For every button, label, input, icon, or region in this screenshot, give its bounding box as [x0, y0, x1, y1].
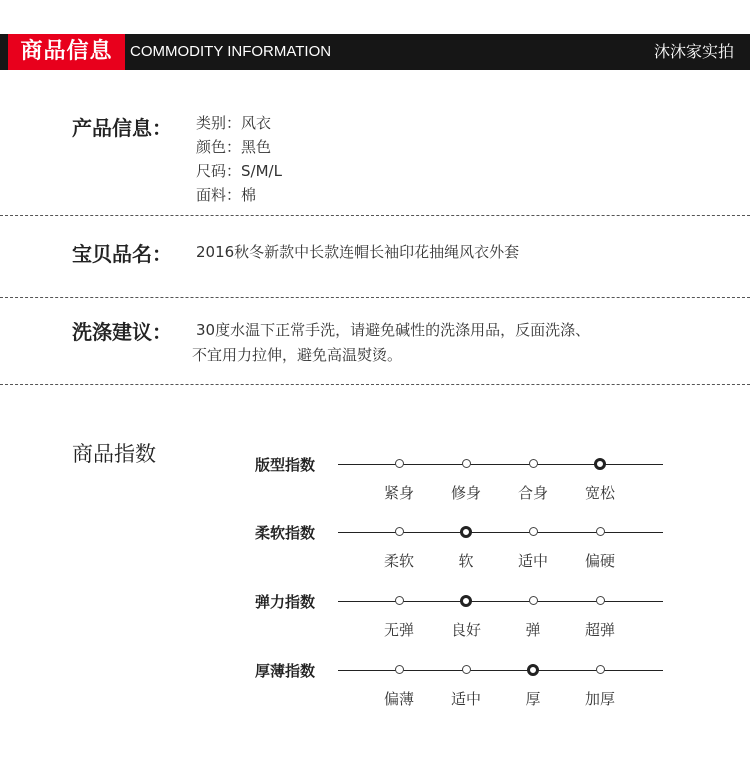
header-bar: [0, 34, 750, 70]
indices-title: 商品指数: [72, 442, 156, 466]
index-scale-line: [338, 532, 663, 533]
wash-label: 洗涤建议：: [72, 320, 172, 344]
scale-dot: [596, 665, 605, 674]
index-row-fit: [0, 454, 750, 514]
scale-dot: [462, 665, 471, 674]
index-name: 厚薄指数: [255, 662, 316, 680]
index-row-thickness: [0, 660, 750, 720]
product-name-value: 2016秋冬新款中长款连帽长袖印花抽绳风衣外套: [196, 243, 520, 261]
scale-option-label: 厚: [525, 690, 541, 708]
scale-option-label: 紧身: [383, 484, 414, 502]
scale-dot: [596, 527, 605, 536]
product-info-line-color: 颜色：黑色: [196, 138, 272, 156]
scale-dot-selected: [594, 458, 606, 470]
scale-dot: [462, 459, 471, 468]
scale-dot-selected: [460, 526, 472, 538]
header-title-en: COMMODITY INFORMATION: [130, 43, 332, 60]
index-name: 版型指数: [255, 456, 316, 474]
scale-option-label: 软: [458, 552, 474, 570]
index-name: 弹力指数: [255, 593, 316, 611]
header-title-cn: 商品信息: [8, 34, 125, 70]
divider-3: [0, 384, 750, 385]
product-info-line-category: 类别：风衣: [196, 114, 272, 132]
scale-option-label: 无弹: [383, 621, 414, 639]
header-brand: 沐沐家实拍: [653, 42, 734, 61]
scale-option-label: 偏薄: [383, 690, 414, 708]
scale-dot: [596, 596, 605, 605]
scale-dot-selected: [460, 595, 472, 607]
scale-option-label: 适中: [450, 690, 481, 708]
index-row-softness: [0, 522, 750, 582]
scale-dot: [395, 459, 404, 468]
scale-option-label: 适中: [517, 552, 548, 570]
wash-line-2: 不宜用力拉伸，避免高温熨烫。: [192, 346, 403, 364]
divider-2: [0, 297, 750, 298]
scale-option-label: 偏硬: [584, 552, 615, 570]
scale-option-label: 柔软: [383, 552, 414, 570]
scale-option-label: 超弹: [584, 621, 615, 639]
product-name-label: 宝贝品名：: [72, 242, 172, 266]
scale-option-label: 合身: [517, 484, 548, 502]
scale-option-label: 良好: [450, 621, 481, 639]
scale-dot: [529, 596, 538, 605]
scale-option-label: 弹: [525, 621, 541, 639]
product-info-label: 产品信息：: [72, 116, 172, 140]
divider-1: [0, 215, 750, 216]
index-scale-line: [338, 601, 663, 602]
index-scale-line: [338, 464, 663, 465]
scale-option-label: 修身: [450, 484, 481, 502]
scale-dot-selected: [527, 664, 539, 676]
scale-dot: [529, 527, 538, 536]
index-row-elasticity: [0, 591, 750, 651]
scale-dot: [395, 596, 404, 605]
index-scale-line: [338, 670, 663, 671]
product-info-line-size: 尺码：S/M/L: [196, 162, 282, 180]
wash-line-1: 30度水温下正常手洗，请避免碱性的洗涤用品，反面洗涤、: [196, 321, 591, 339]
scale-option-label: 宽松: [584, 484, 615, 502]
scale-dot: [529, 459, 538, 468]
scale-dot: [395, 665, 404, 674]
scale-dot: [395, 527, 404, 536]
scale-option-label: 加厚: [584, 690, 615, 708]
product-info-line-fabric: 面料：棉: [196, 186, 257, 204]
index-name: 柔软指数: [255, 524, 316, 542]
